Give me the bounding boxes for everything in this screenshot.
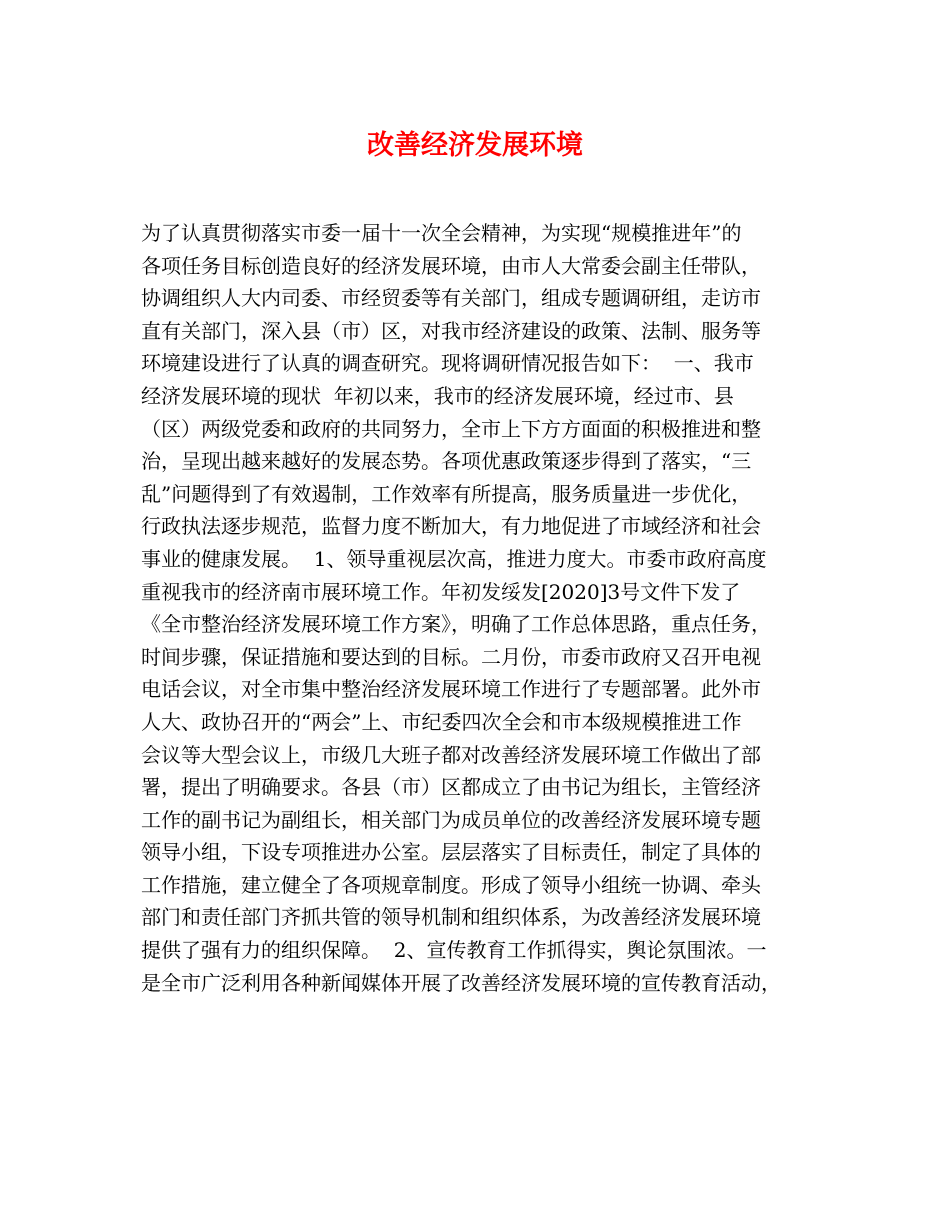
body-text-line: 经济发展环境的现状 年初以来，我市的经济发展环境，经过市、县 <box>141 383 734 408</box>
body-text-line: 环境建设进行了认真的调查研究。现将调研情况报告如下： 一、我市 <box>141 351 754 376</box>
body-text-line: 部门和责任部门齐抓共管的领导机制和组织体系，为改善经济发展环境 <box>141 905 761 930</box>
body-text-line: 行政执法逐步规范，监督力度不断加大，有力地促进了市域经济和社会 <box>141 514 761 539</box>
body-text-line: 领导小组，下设专项推进办公室。层层落实了目标责任，制定了具体的 <box>141 840 761 865</box>
body-text-line: 乱”问题得到了有效遏制，工作效率有所提高，服务质量进一步优化， <box>141 481 752 506</box>
body-text-line: 《全市整治经济发展环境工作方案》，明确了工作总体思路，重点任务， <box>141 612 771 637</box>
body-text-line: 事业的健康发展。 1、领导重视层次高，推进力度大。市委市政府高度 <box>141 546 767 571</box>
body-text-line: 时间步骤，保证措施和要达到的目标。二月份，市委市政府又召开电视 <box>141 644 761 669</box>
body-text-line: 署，提出了明确要求。各县（市）区都成立了由书记为组长，主管经济 <box>141 775 761 800</box>
body-text-line: 重视我市的经济南市展环境工作。年初发绥发[2020]3号文件下发了 <box>141 579 741 604</box>
body-text-line: 各项任务目标创造良好的经济发展环境，由市人大常委会副主任带队， <box>141 253 761 278</box>
document-body <box>141 217 831 999</box>
body-text-line: 协调组织人大内司委、市经贸委等有关部门，组成专题调研组，走访市 <box>141 286 761 311</box>
body-text-line: 治，呈现出越来越好的发展态势。各项优惠政策逐步得到了落实，“三 <box>141 449 752 474</box>
body-text-line: 直有关部门，深入县（市）区，对我市经济建设的政策、法制、服务等 <box>141 318 761 343</box>
body-text-line: 工作措施，建立健全了各项规章制度。形成了领导小组统一协调、牵头 <box>141 872 761 897</box>
body-text-line: 电话会议，对全市集中整治经济发展环境工作进行了专题部署。此外市 <box>141 677 761 702</box>
body-text-line: 会议等大型会议上，市级几大班子都对改善经济发展环境工作做出了部 <box>141 742 761 767</box>
body-text-line: 为了认真贯彻落实市委一届十一次全会精神，为实现“规模推进年”的 <box>141 221 742 245</box>
body-text-line: （区）两级党委和政府的共同努力，全市上下方方面面的积极推进和整 <box>141 416 761 441</box>
body-text-line: 提供了强有力的组织保障。 2、宣传教育工作抓得实，舆论氛围浓。一 <box>141 938 767 963</box>
body-text-line: 是全市广泛利用各种新闻媒体开展了改善经济发展环境的宣传教育活动， <box>141 970 781 995</box>
body-text-line: 工作的副书记为副组长，相关部门为成员单位的改善经济发展环境专题 <box>141 807 761 832</box>
document-title: 改善经济发展环境 <box>367 130 583 161</box>
body-text-line: 人大、政协召开的“两会”上、市纪委四次全会和市本级规模推进工作 <box>141 709 742 734</box>
